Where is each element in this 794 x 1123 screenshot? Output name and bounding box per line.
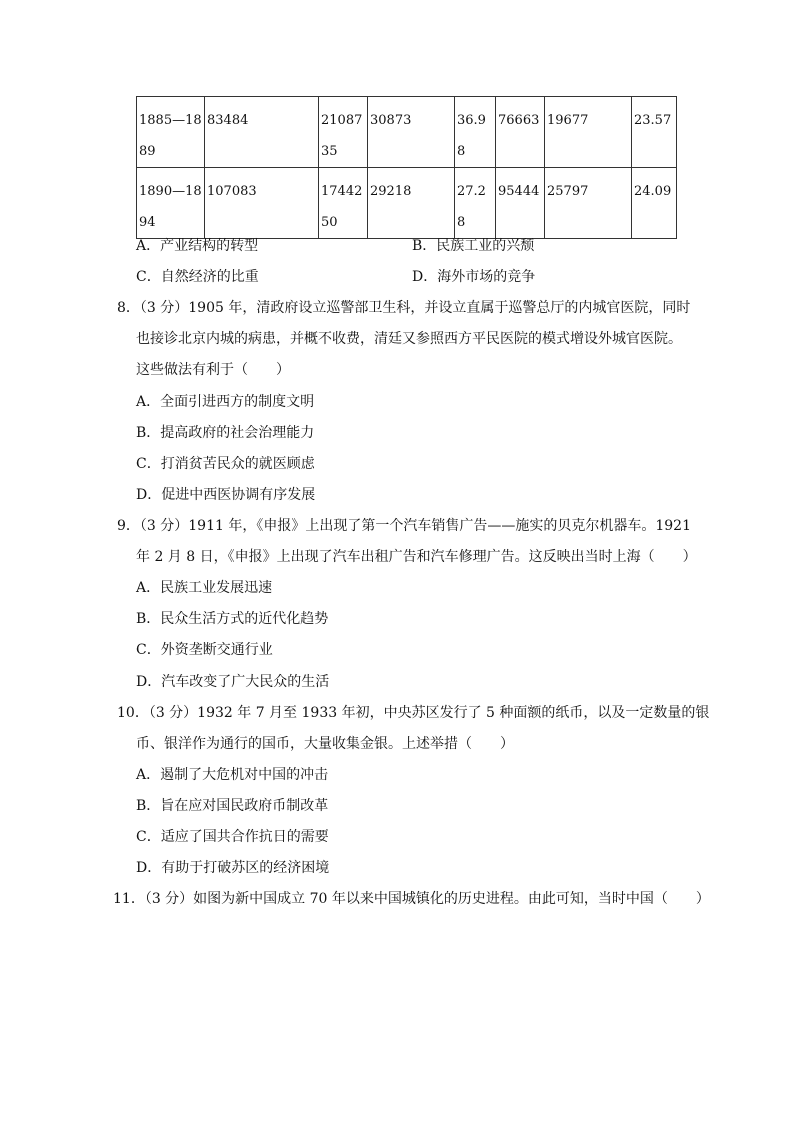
q7-option-b[interactable]: B．民族工业的兴颓 (412, 238, 535, 254)
table-cell: 23.57 (632, 97, 677, 168)
q9-stem-line-2: 年 2 月 8 日，《申报》上出现了汽车出租广告和汽车修理广告。这反映出当时上海（ ） (136, 549, 697, 565)
q10-option-c[interactable]: C．适应了国共合作抗日的需要 (136, 829, 329, 845)
q8-stem-line-1: 8．（3 分）1905 年，清政府设立巡警部卫生科，并设立直属于巡警总厅的内城官医院，同时 (117, 300, 691, 316)
table-cell: 19677 (545, 97, 632, 168)
table-row (137, 97, 677, 168)
table-cell: 83484 (205, 97, 319, 168)
q8-option-d[interactable]: D．促进中西医协调有序发展 (136, 487, 316, 503)
table-cell: 1890—1894 (137, 168, 205, 239)
q8-option-c[interactable]: C．打消贫苦民众的就医顾虑 (136, 456, 315, 472)
q8-option-a[interactable]: A．全面引进西方的制度文明 (136, 394, 315, 410)
q8-stem-line-2: 也接诊北京内城的病患，并概不收费，清廷又参照西方平民医院的模式增设外城官医院。 (136, 331, 682, 347)
table-cell: 1885—1889 (137, 97, 205, 168)
table-cell: 1744250 (319, 168, 368, 239)
table-cell: 27.28 (455, 168, 496, 239)
q8-option-b[interactable]: B．提高政府的社会治理能力 (136, 425, 315, 441)
q7-option-d[interactable]: D．海外市场的竞争 (412, 269, 536, 285)
q8-stem-line-3: 这些做法有利于（ ） (136, 362, 290, 378)
table-cell: 25797 (545, 168, 632, 239)
q10-stem-line-2: 币、银洋作为通行的国币，大量收集金银。上述举措（ ） (136, 736, 514, 752)
q10-stem-line-1: 10．（3 分）1932 年 7 月至 1933 年初，中央苏区发行了 5 种面额的纸币，以及一定数量的银 (117, 705, 710, 721)
q9-stem-line-1: 9．（3 分）1911 年，《申报》上出现了第一个汽车销售广告——施实的贝克尔机器车。1921 (117, 518, 691, 534)
q10-option-a[interactable]: A．遏制了大危机对中国的冲击 (136, 767, 329, 783)
table-row (137, 168, 677, 239)
statistics-table (136, 96, 677, 239)
q10-option-b[interactable]: B．旨在应对国民政府币制改革 (136, 798, 329, 814)
table-cell: 30873 (368, 97, 455, 168)
table-cell: 29218 (368, 168, 455, 239)
q9-option-c[interactable]: C．外资垄断交通行业 (136, 642, 273, 658)
q10-option-d[interactable]: D．有助于打破苏区的经济困境 (136, 860, 330, 876)
q9-option-d[interactable]: D．汽车改变了广大民众的生活 (136, 674, 330, 690)
table-cell: 107083 (205, 168, 319, 239)
table-cell: 95444 (496, 168, 545, 239)
table-cell: 36.98 (455, 97, 496, 168)
q7-option-a[interactable]: A．产业结构的转型 (136, 238, 259, 254)
table-cell: 76663 (496, 97, 545, 168)
q7-option-c[interactable]: C．自然经济的比重 (136, 269, 259, 285)
q11-stem-line-1: 11．（3 分）如图为新中国成立 70 年以来中国城镇化的历史进程。由此可知，当时中国（ ） (113, 891, 710, 907)
q9-option-a[interactable]: A．民族工业发展迅速 (136, 580, 273, 596)
q9-option-b[interactable]: B．民众生活方式的近代化趋势 (136, 611, 329, 627)
table-cell: 24.09 (632, 168, 677, 239)
table-cell: 2108735 (319, 97, 368, 168)
